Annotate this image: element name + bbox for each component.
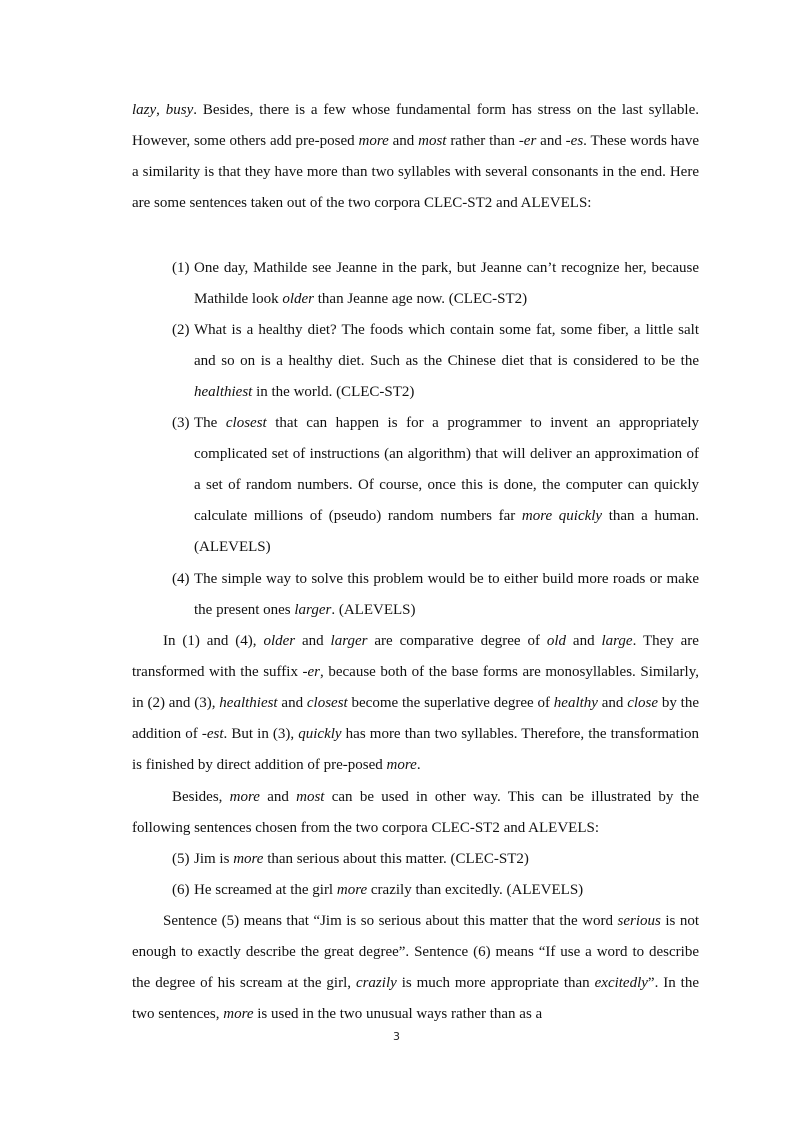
italic-term: -est [201,726,224,742]
text-run: He screamed at the girl [194,882,337,898]
text-run: and [277,695,307,711]
italic-term: larger [294,602,332,618]
text-run: Jim is [194,851,234,867]
text-run: rather than [446,133,519,149]
italic-term: old [546,633,567,649]
text-run: ”. In the two sentences, [132,975,700,1022]
text-run: and [566,633,602,649]
paragraph-meaning [132,906,699,1030]
italic-term: older [282,291,314,307]
paragraph-analysis [132,626,699,781]
italic-term: quickly [298,726,342,742]
example-text [194,571,699,618]
text-run: In (1) and (4), [163,633,264,649]
italic-term: more [336,882,368,898]
text-run: crazily than excitedly. (ALEVELS) [367,882,584,898]
example-1 [172,253,699,315]
italic-term: most [296,789,325,805]
text-run: than serious about this matter. (CLEC-ST2) [263,851,529,867]
example-number: (2) [172,322,190,338]
italic-term: more [358,133,389,149]
text-run: Sentence (5) means that “Jim is so serious about this matter that the word [163,913,618,929]
example-number: (5) [172,851,190,867]
text-run: . (ALEVELS) [331,602,416,618]
example-text [194,851,529,867]
text-run: than Jeanne age now. (CLEC-ST2) [314,291,528,307]
text-run: The simple way to solve this problem would be to either build more roads or make the present ones [194,571,699,618]
paragraph-besides [132,782,699,844]
text-run: than a human. (ALEVELS) [194,508,699,555]
italic-term: -es [565,133,584,149]
text-run: has more than two syllables. Therefore, the transformation is finished by direct addition of pre-posed [132,726,699,773]
text-run: , [156,102,166,118]
italic-term: lazy [132,102,157,118]
italic-term: -er [518,133,537,149]
text-run: , because both of the base forms are monosyllables. Similarly, in (2) and (3), [132,664,699,711]
example-text [194,882,583,898]
italic-term: serious [617,913,661,929]
italic-term: excitedly [594,975,648,991]
example-2 [172,315,699,408]
text-run: and [295,633,331,649]
italic-term: closest [306,695,348,711]
text-run: and [259,789,297,805]
italic-term: more [386,757,417,773]
italic-term: more [229,789,260,805]
italic-term: large [601,633,633,649]
italic-term: healthy [553,695,598,711]
example-text [194,415,699,555]
example-number: (3) [172,415,190,431]
text-run: is not enough to exactly describe the great degree”. Sentence (6) means “If use a word to describe the degree of his scream at the girl, [132,913,699,991]
example-6 [172,875,699,906]
italic-term: more [223,1006,254,1022]
example-text [194,322,699,400]
text-run: . Besides, there is a few whose fundamental form has stress on the last syllable. However, some others add pre-posed [132,102,700,149]
text-run: is much more appropriate than [396,975,595,991]
text-run: One day, Mathilde see Jeanne in the park, but Jeanne can’t recognize her, because Mathilde look [194,260,699,307]
italic-term: more [233,851,264,867]
italic-term: more quickly [521,508,603,524]
italic-term: busy [165,102,194,118]
text-run: is used in the two unusual ways rather than as a [253,1006,543,1022]
text-run: . They are transformed with the suffix [132,633,699,680]
text-run: The [194,415,226,431]
example-number: (6) [172,882,190,898]
italic-term: crazily [355,975,397,991]
page-number: 3 [393,1030,400,1043]
text-run: . But in (3), [223,726,299,742]
text-run: that can happen is for a programmer to invent an appropriately complicated set of instructions (an algorithm) that will deliver an approximation of a set of random numbers. Of course, once this is done, the computer can quickly calculate millions of (pseudo) random numbers far [194,415,699,524]
italic-term: larger [330,633,368,649]
text-run: . [416,757,421,773]
text-run: What is a healthy diet? The foods which contain some fat, some fiber, a little salt and so on is a healthy diet. Such as the Chinese diet that is considered to be the [194,322,699,369]
example-number: (4) [172,571,190,587]
text-run: . These words have a similarity is that they have more than two syllables with several consonants in the end. Here are some sentences taken out of the two corpora CLEC-ST2 and ALEVELS: [132,133,699,211]
text-run: become the superlative degree of [347,695,554,711]
italic-term: healthiest [219,695,278,711]
italic-term: most [418,133,447,149]
italic-term: healthiest [194,384,253,400]
text-run: by the addition of [132,695,699,742]
text-run: can be used in other way. This can be illustrated by the following sentences chosen from the two corpora CLEC-ST2 and ALEVELS: [132,789,699,836]
italic-term: -er [302,664,321,680]
text-run: are comparative degree of [367,633,547,649]
italic-term: closest [225,415,267,431]
paragraph-intro [132,95,699,219]
example-text [194,260,699,307]
example-5 [172,844,699,875]
italic-term: close [627,695,659,711]
text-run: and [597,695,628,711]
text-run: and [536,133,566,149]
example-3 [172,408,699,563]
text-run: Besides, [172,789,230,805]
text-run: and [388,133,419,149]
text-run: in the world. (CLEC-ST2) [252,384,415,400]
italic-term: older [263,633,296,649]
example-4 [172,564,699,626]
example-number: (1) [172,260,190,276]
